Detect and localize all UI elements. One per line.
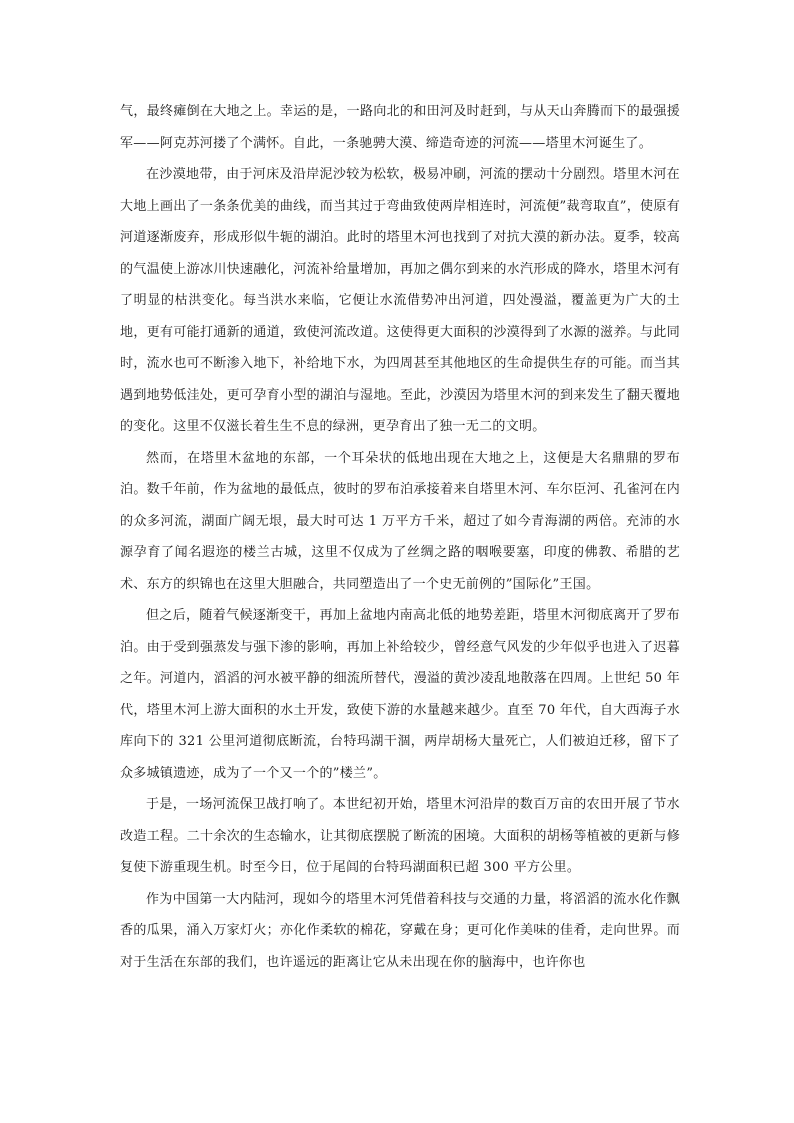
paragraph-1: 气，最终瘫倒在大地之上。幸运的是，一路向北的和田河及时赶到，与从天山奔腾而下的最强援军——阿克苏河搂了个满怀。自此，一条驰骋大漠、缔造奇迹的河流——塔里木河诞生了。 xyxy=(120,104,680,151)
document-page xyxy=(120,96,680,978)
paragraph-2: 在沙漠地带，由于河床及沿岸泥沙较为松软，极易冲刷，河流的摆动十分剧烈。塔里木河在大地上画出了一条条优美的曲线，而当其过于弯曲致使两岸相连时，河流便”裁弯取直”，使原有河道逐渐废弃，形成形似牛轭的湖泊。此时的塔里木河也找到了对抗大漠的新办法。夏季，较高的气温使上游冰川快速融化，河流补给量增加，再加之偶尔到来的水汽形成的降水，塔里木河有了明显的枯洪变化。每当洪水来临，它便让水流借势冲出河道，四处漫溢，覆盖更为广大的土地，更有可能打通新的通道，致使河流改道。这使得更大面积的沙漠得到了水源的滋养。与此同时，流水也可不断渗入地下，补给地下水，为四周甚至其他地区的生命提供生存的可能。而当其遇到地势低洼处，更可孕育小型的湖泊与湿地。至此，沙漠因为塔里木河的到来发生了翻天覆地的变化。这里不仅滋长着生生不息的绿洲，更孕育出了独一无二的文明。 xyxy=(120,167,680,434)
paragraph-4: 但之后，随着气候逐渐变干，再加上盆地内南高北低的地势差距，塔里木河彻底离开了罗布泊。由于受到强蒸发与强下渗的影响，再加上补给较少，曾经意气风发的少年似乎也进入了迟暮之年。河道内，滔滔的河水被平静的细流所替代，漫溢的黄沙凌乱地散落在四周。上世纪 50 年代，塔里木河上游大面积的水土开发，致使下游的水量越来越少。直至 70 年代，自大西海子水库向下的 321 公里河道彻底断流，台特玛湖干涸，两岸胡杨大量死亡，人们被迫迁移，留下了众多城镇遗迹，成为了一个又一个的”楼兰”。 xyxy=(120,608,680,781)
paragraph-3: 然而，在塔里木盆地的东部，一个耳朵状的低地出现在大地之上，这便是大名鼎鼎的罗布泊。数千年前，作为盆地的最低点，彼时的罗布泊承接着来自塔里木河、车尔臣河、孔雀河在内的众多河流，湖面广阔无垠，最大时可达 1 万平方千米，超过了如今青海湖的两倍。充沛的水源孕育了闻名遐迩的楼兰古城，这里不仅成为了丝绸之路的咽喉要塞，印度的佛教、希腊的艺术、东方的织锦也在这里大胆融合，共同塑造出了一个史无前例的”国际化”王国。 xyxy=(120,450,680,592)
paragraph-6: 作为中国第一大内陆河，现如今的塔里木河凭借着科技与交通的力量，将滔滔的流水化作飘香的瓜果，涌入万家灯火；亦化作柔软的棉花，穿戴在身；更可化作美味的佳肴，走向世界。而对于生活在东部的我们，也许遥远的距离让它从未出现在你的脑海中，也许你也 xyxy=(120,891,680,970)
paragraph-5: 于是，一场河流保卫战打响了。本世纪初开始，塔里木河沿岸的数百万亩的农田开展了节水改造工程。二十余次的生态输水，让其彻底摆脱了断流的困境。大面积的胡杨等植被的更新与修复使下游重现生机。时至今日，位于尾闾的台特玛湖面积已超 300 平方公里。 xyxy=(120,797,680,875)
